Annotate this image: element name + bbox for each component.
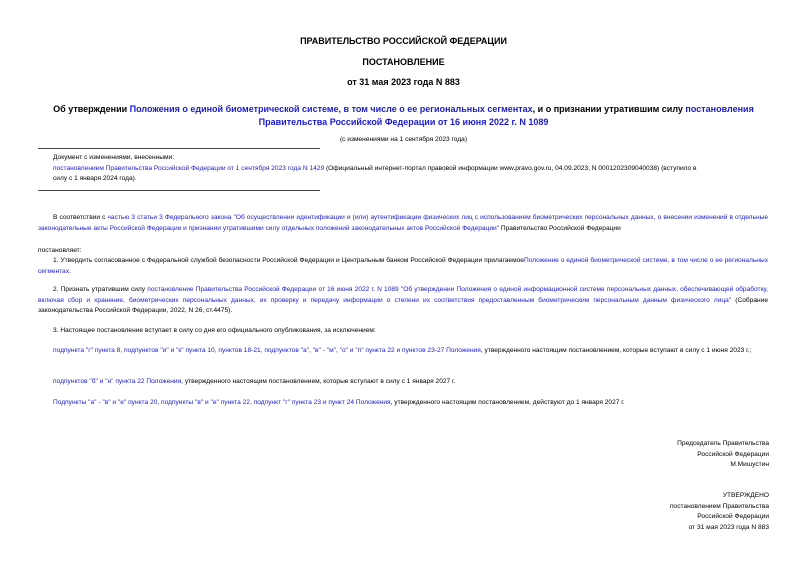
approved-heading: УТВЕРЖДЕНО (722, 492, 769, 499)
signature-country: Российской Федерации (697, 450, 769, 458)
doc-title (0, 103, 807, 129)
title-link-regulation[interactable]: Положения о единой биометрической системе, в том числе о ее региональных сегментах (129, 104, 533, 114)
signature-name: М.Мишустин (730, 461, 769, 468)
title-link-decree-2[interactable]: Правительства Российской Федерации от 16 июня 2022 г. N 1089 (258, 117, 549, 127)
exception-3-paragraph (38, 398, 768, 409)
changes-bottom-rule (38, 190, 320, 191)
preamble-law-link[interactable]: частью 3 статьи 3 Федерального закона "Об осуществлении идентификации и (или) аутентификации физических лиц с использованием биометрических персональных данных, о внесении изменений в отдельные законодательные акты Российской Федерации и признании утратившими силу отдельных положений законодательных актов Российской Федерации" (38, 214, 768, 232)
changes-body (53, 164, 773, 183)
signature-block (677, 439, 769, 471)
exception-2-paragraph (38, 377, 768, 388)
approved-by: постановлением Правительства (669, 502, 769, 510)
exception-1-text: , утвержденного настоящим постановлением, которые вступают в силу с 1 июня 2023 г.; (480, 347, 752, 354)
changes-text-2: силу с 1 января 2024 года). (53, 174, 137, 182)
preamble-text-1: В соответствии с (53, 214, 108, 221)
doc-date-heading: от 31 мая 2023 года N 883 (347, 77, 460, 87)
approved-date: от 31 мая 2023 года N 883 (688, 523, 769, 531)
item-2-paragraph (38, 285, 768, 317)
title-text-1: Об утверждении (53, 104, 130, 114)
exception-3-link[interactable]: Подпункты "а" - "в" и "е" пункта 20, подпункты "в" и "е" пункта 22, подпункт "г" пункта 23 и пункт 24 Положения (53, 399, 391, 406)
item-1-end: . (69, 267, 71, 275)
org-heading: ПРАВИТЕЛЬСТВО РОССИЙСКОЙ ФЕДЕРАЦИИ (300, 36, 507, 46)
changes-link[interactable]: постановлением Правительства Российской Федерации от 1 сентября 2023 года N 1429 (53, 165, 325, 172)
exception-2-text: , утвержденного настоящим постановлением, которые вступают в силу с 1 января 2027 г. (181, 378, 456, 385)
approved-block (670, 491, 769, 533)
changes-text-1: (Официальный интернет-портал правовой информации www.pravo.gov.ru, 04.09.2023, N 0001202309040038) (вступило в (324, 165, 697, 172)
exception-2-link[interactable]: подпунктов "б" и "н" пункта 22 Положения (53, 378, 182, 385)
preamble-paragraph (38, 213, 768, 234)
title-text-2: , и о признании утратившим силу (532, 104, 686, 114)
changes-heading: Документ с изменениями, внесенными: (53, 154, 175, 161)
signature-title: Председатель Правительства (677, 440, 769, 447)
approved-country: Российской Федерации (697, 513, 769, 520)
item-1-link[interactable]: Положение о единой биометрической системе, в том числе о ее региональных сегментах (38, 257, 768, 275)
item-1-text: 1. Утвердить согласованное с Федеральной службой безопасности Российской Федерации и Центральным банком Российской Федерации прилагаемое (53, 257, 524, 264)
changes-top-rule (38, 148, 320, 149)
item-2-text: 2. Признать утратившим силу (53, 286, 148, 293)
preamble-text-2: Правительство Российской Федерации (499, 224, 621, 232)
title-link-decree[interactable]: постановления (685, 104, 754, 114)
exception-1-paragraph (38, 346, 768, 357)
item-2-link[interactable]: постановление Правительства Российской Федерации от 16 июня 2022 г. N 1089 "Об утверждении Положения о единой информационной системе персональных данных, обеспечивающей обработку, включая сбор и хранение, биометрических персональных данных, их проверку и передачу информации о степени их соответствия предоставленным биометрическим персональным данным физического лица" (38, 286, 769, 304)
item-2-end: (Собрание законодательства Российской Федерации, 2022, N 26, ст.4475). (38, 296, 768, 315)
edition-note: (с изменениями на 1 сентября 2023 года) (339, 136, 468, 143)
item-3-paragraph: 3. Настоящее постановление вступает в силу со дня его официального опубликования, за исключением: (53, 327, 376, 334)
item-1-paragraph (38, 256, 768, 277)
exception-1-link[interactable]: подпункта "г" пункта 8, подпунктов "и" и "к" пункта 10, пунктов 18-21, подпунктов "а", "в" - "м", "о" и "п" пункта 22 и пунктов 23-27 Положения (53, 347, 481, 354)
exception-3-text: , утвержденного настоящим постановлением, действуют до 1 января 2027 г. (390, 399, 625, 406)
doc-type-heading: ПОСТАНОВЛЕНИЕ (362, 57, 445, 67)
decrees-line: постановляет: (38, 247, 82, 254)
